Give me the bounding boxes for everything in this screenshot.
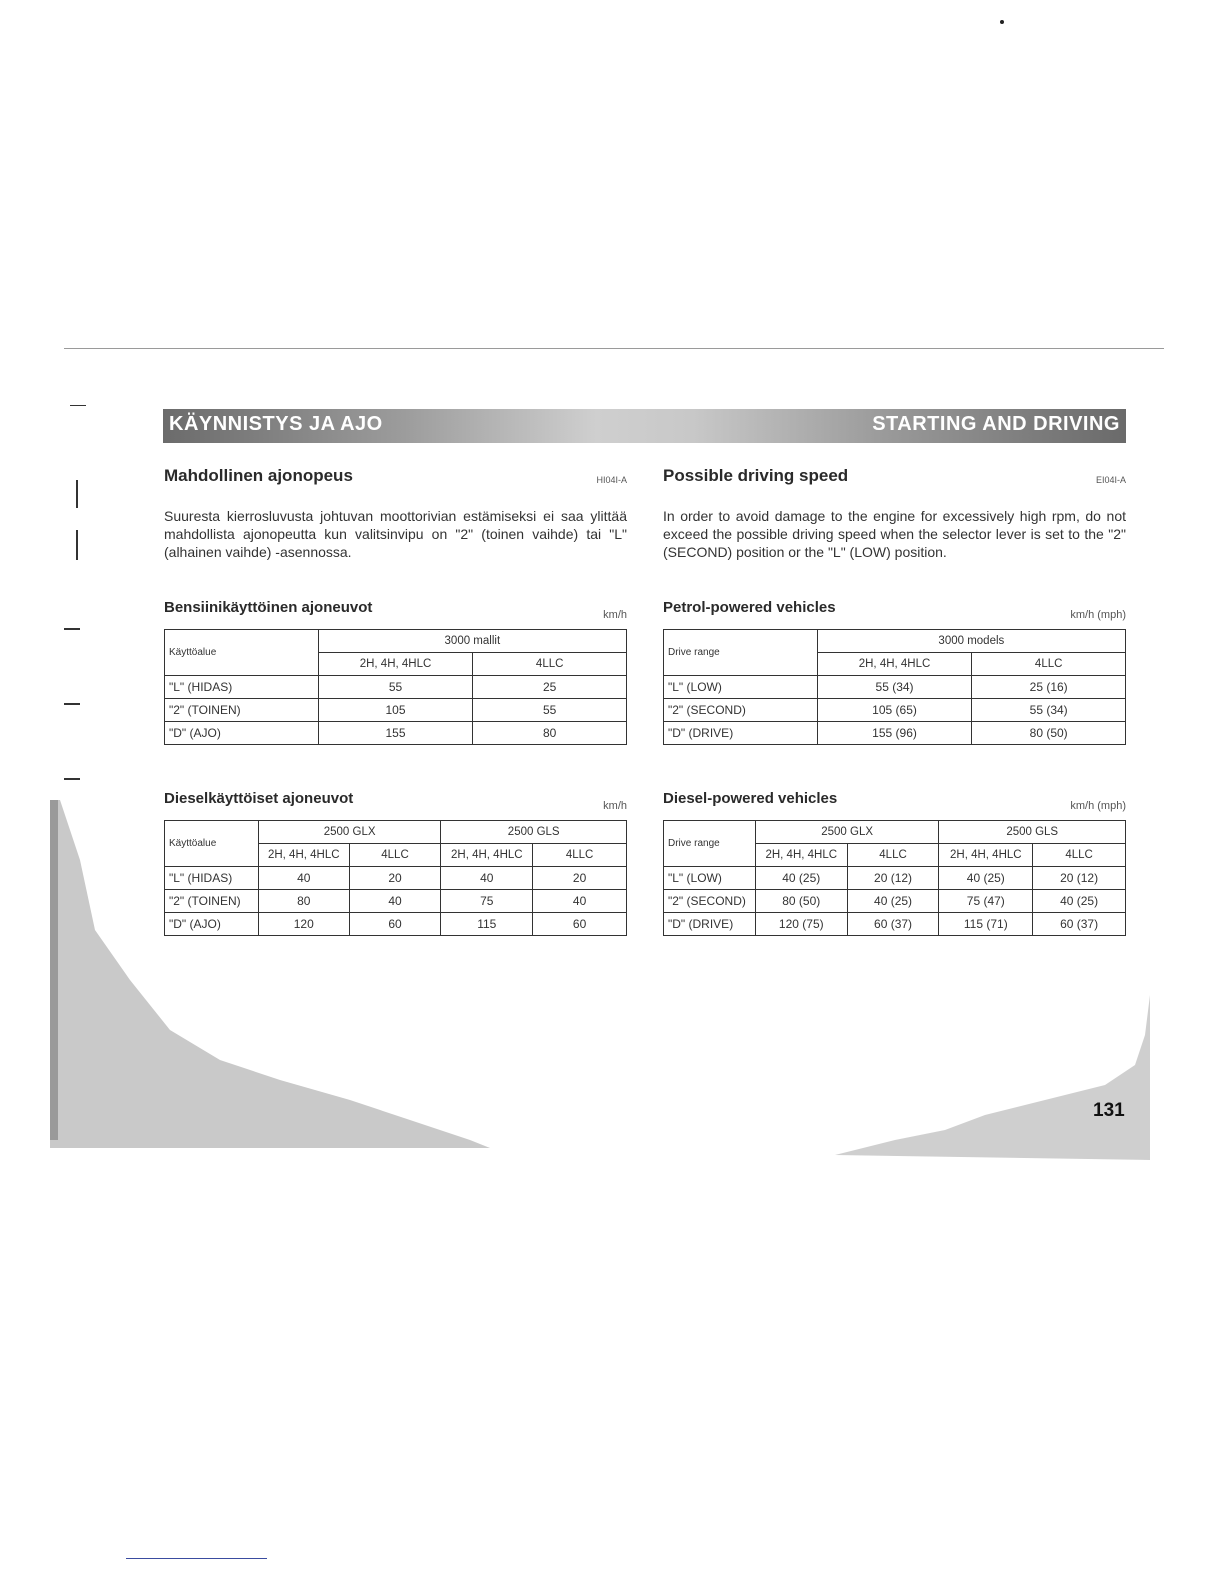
row-label: "L" (LOW) <box>664 676 818 699</box>
petrol-unit-fi: km/h <box>603 609 627 621</box>
cell: 80 (50) <box>755 890 847 913</box>
cell: 40 <box>258 867 349 890</box>
margin-mark <box>64 703 80 705</box>
petrol-title-en: Petrol-powered vehicles <box>663 599 836 616</box>
petrol-table-en <box>663 629 1126 745</box>
cell: 105 <box>318 699 473 722</box>
row-label: "D" (AJO) <box>165 722 319 745</box>
cell: 25 (16) <box>972 676 1126 699</box>
cell: 60 (37) <box>847 913 939 936</box>
table-row <box>165 890 627 913</box>
section-title-en: STARTING AND DRIVING <box>872 413 1120 435</box>
col-header: 4LLC <box>1033 844 1126 867</box>
heading-fi: Mahdollinen ajonopeus <box>164 466 353 485</box>
col-header: 2H, 4H, 4HLC <box>817 653 972 676</box>
row-label: "2" (TOINEN) <box>165 890 259 913</box>
cell: 25 <box>473 676 627 699</box>
cell: 40 (25) <box>1033 890 1126 913</box>
cell: 55 (34) <box>817 676 972 699</box>
cell: 20 <box>533 867 627 890</box>
bottom-rule <box>126 1558 267 1559</box>
row-label: "D" (DRIVE) <box>664 913 756 936</box>
col-header: 2H, 4H, 4HLC <box>258 844 349 867</box>
cell: 120 (75) <box>755 913 847 936</box>
diesel-title-en: Diesel-powered vehicles <box>663 790 838 807</box>
cell: 155 (96) <box>817 722 972 745</box>
margin-mark <box>64 778 80 780</box>
range-header: Käyttöalue <box>165 821 259 867</box>
column-finnish <box>164 466 627 931</box>
column-english <box>663 466 1126 931</box>
table-row <box>664 867 1126 890</box>
cell: 75 <box>441 890 533 913</box>
table-row <box>165 676 627 699</box>
cell: 115 (71) <box>939 913 1033 936</box>
col-header: 2H, 4H, 4HLC <box>939 844 1033 867</box>
table-row <box>664 676 1126 699</box>
col-header: 2H, 4H, 4HLC <box>755 844 847 867</box>
paragraph-en: In order to avoid damage to the engine for excessively high rpm, do not exceed the possible driving speed when the selector lever is set to the "2" (SECOND) position or the "L" (LOW) position. <box>663 508 1126 560</box>
col-header: 4LLC <box>349 844 441 867</box>
row-label: "D" (AJO) <box>165 913 259 936</box>
table-row <box>165 867 627 890</box>
ref-code-fi: HI04I-A <box>596 475 627 485</box>
row-label: "2" (SECOND) <box>664 890 756 913</box>
col-header: 4LLC <box>533 844 627 867</box>
cell: 60 <box>533 913 627 936</box>
row-label: "D" (DRIVE) <box>664 722 818 745</box>
petrol-unit-en: km/h (mph) <box>1070 609 1126 621</box>
diesel-title-fi: Dieselkäyttöiset ajoneuvot <box>164 790 354 807</box>
paragraph-fi: Suuresta kierrosluvusta johtuvan moottorivian estämiseksi ei saa ylittää mahdollista ajonopeutta kun valitsinvipu on "2" (toinen vaihde) tai "L" (alhainen vaihde) -asennossa. <box>164 508 627 560</box>
col-header: 4LLC <box>473 653 627 676</box>
cell: 40 <box>533 890 627 913</box>
scan-dot <box>1000 20 1004 24</box>
cell: 80 <box>258 890 349 913</box>
cell: 20 (12) <box>1033 867 1126 890</box>
range-header: Drive range <box>664 630 818 676</box>
cell: 75 (47) <box>939 890 1033 913</box>
range-header: Drive range <box>664 821 756 867</box>
petrol-table-fi <box>164 629 627 745</box>
cell: 40 (25) <box>847 890 939 913</box>
table-row <box>664 913 1126 936</box>
margin-mark <box>76 480 78 508</box>
cell: 20 <box>349 867 441 890</box>
cell: 40 (25) <box>755 867 847 890</box>
row-label: "2" (SECOND) <box>664 699 818 722</box>
col-header: 4LLC <box>847 844 939 867</box>
table-row <box>165 913 627 936</box>
petrol-title-fi: Bensiinikäyttöinen ajoneuvot <box>164 599 373 616</box>
table-row <box>664 722 1126 745</box>
group-header: 2500 GLS <box>441 821 627 844</box>
cell: 80 (50) <box>972 722 1126 745</box>
group-header: 2500 GLX <box>755 821 939 844</box>
cell: 80 <box>473 722 627 745</box>
section-header-bar <box>163 409 1126 443</box>
group-header: 3000 mallit <box>318 630 626 653</box>
cell: 40 <box>441 867 533 890</box>
cell: 55 (34) <box>972 699 1126 722</box>
col-header: 4LLC <box>972 653 1126 676</box>
page-number: 131 <box>1093 1100 1125 1121</box>
col-header: 2H, 4H, 4HLC <box>318 653 473 676</box>
ref-code-en: EI04I-A <box>1095 475 1126 485</box>
group-header: 3000 models <box>817 630 1125 653</box>
row-label: "L" (HIDAS) <box>165 867 259 890</box>
diesel-table-fi <box>164 820 627 936</box>
margin-mark <box>70 405 86 406</box>
range-header: Käyttöalue <box>165 630 319 676</box>
section-title-fi: KÄYNNISTYS JA AJO <box>169 413 383 435</box>
margin-mark <box>64 628 80 630</box>
cell: 55 <box>318 676 473 699</box>
row-label: "L" (HIDAS) <box>165 676 319 699</box>
cell: 120 <box>258 913 349 936</box>
group-header: 2500 GLX <box>258 821 441 844</box>
table-row <box>165 699 627 722</box>
table-row <box>664 699 1126 722</box>
table-row <box>664 890 1126 913</box>
table-row <box>165 722 627 745</box>
cell: 155 <box>318 722 473 745</box>
scan-shadow-right <box>835 995 1150 1165</box>
row-label: "2" (TOINEN) <box>165 699 319 722</box>
diesel-table-en <box>663 820 1126 936</box>
diesel-unit-fi: km/h <box>603 800 627 812</box>
cell: 55 <box>473 699 627 722</box>
cell: 115 <box>441 913 533 936</box>
cell: 40 <box>349 890 441 913</box>
cell: 60 <box>349 913 441 936</box>
col-header: 2H, 4H, 4HLC <box>441 844 533 867</box>
row-label: "L" (LOW) <box>664 867 756 890</box>
top-rule <box>64 348 1164 349</box>
cell: 60 (37) <box>1033 913 1126 936</box>
margin-mark <box>76 530 78 560</box>
group-header: 2500 GLS <box>939 821 1126 844</box>
cell: 40 (25) <box>939 867 1033 890</box>
cell: 20 (12) <box>847 867 939 890</box>
cell: 105 (65) <box>817 699 972 722</box>
diesel-unit-en: km/h (mph) <box>1070 800 1126 812</box>
heading-en: Possible driving speed <box>663 466 849 485</box>
